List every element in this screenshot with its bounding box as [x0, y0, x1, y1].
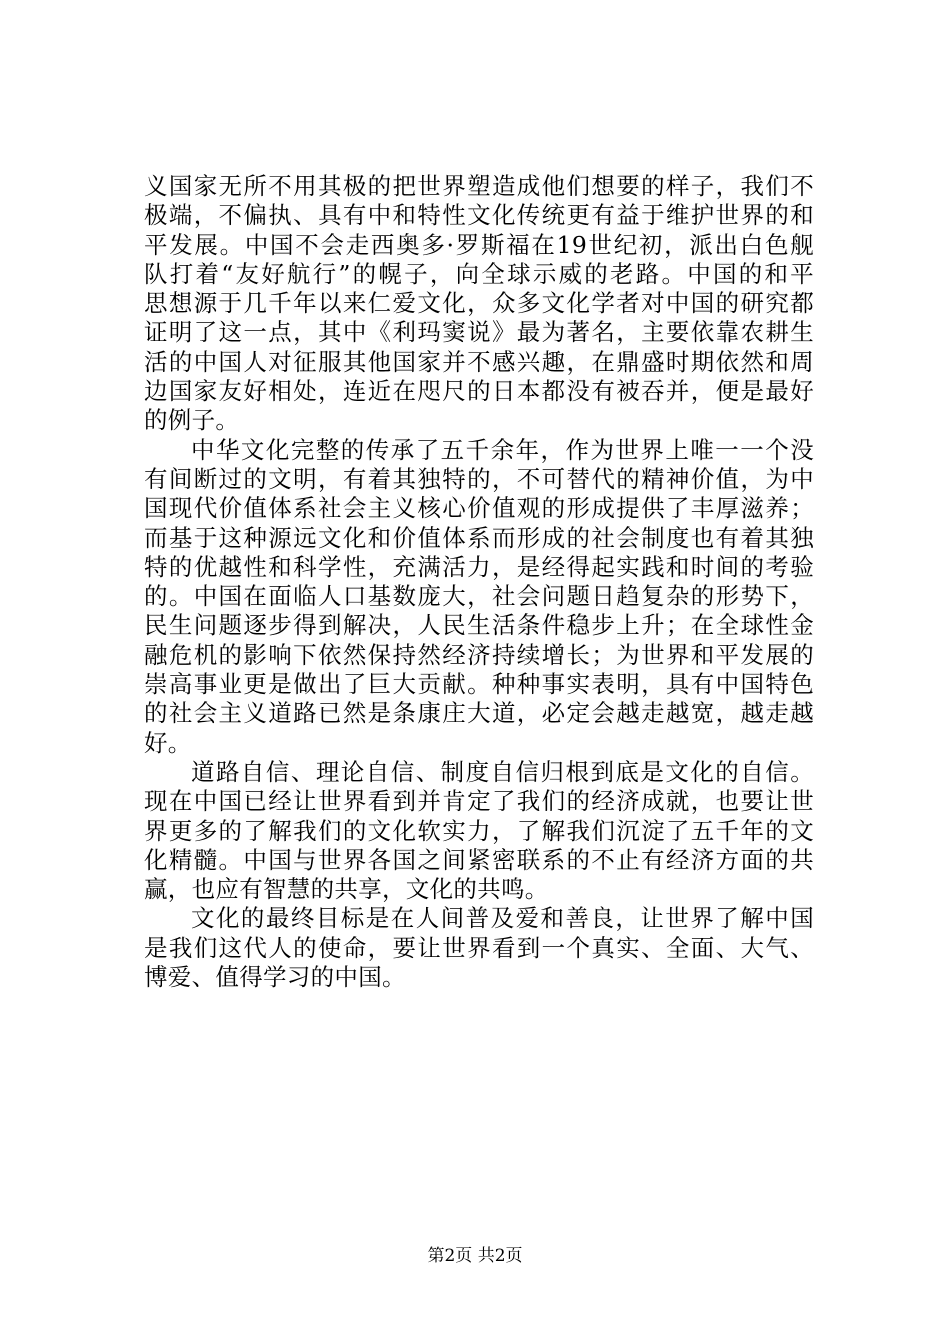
text-line: 证明了这一点，其中《利玛窦说》最为著名，主要依靠农耕生	[144, 318, 814, 347]
text-line: 融危机的影响下依然保持然经济持续增长；为世界和平发展的	[144, 640, 814, 669]
text-line: 平发展。中国不会走西奥多·罗斯福在19世纪初，派出白色舰	[144, 230, 814, 259]
text-line: 特的优越性和科学性，充满活力，是经得起实践和时间的考验	[144, 552, 814, 581]
paragraph	[144, 172, 814, 436]
text-line: 博爱、值得学习的中国。	[144, 963, 406, 992]
text-line: 的。中国在面临人口基数庞大，社会问题日趋复杂的形势下，	[144, 582, 814, 611]
text-line: 现在中国已经让世界看到并肯定了我们的经济成就，也要让世	[144, 787, 814, 816]
text-line: 界更多的了解我们的文化软实力，了解我们沉淀了五千年的文	[144, 816, 814, 845]
text-line: 思想源于几千年以来仁爱文化，众多文化学者对中国的研究都	[144, 289, 814, 318]
text-line: 的社会主义道路已然是条康庄大道，必定会越走越宽，越走越	[144, 699, 814, 728]
text-line: 国现代价值体系社会主义核心价值观的形成提供了丰厚滋养；	[144, 494, 814, 523]
text-line: 中华文化完整的传承了五千余年，作为世界上唯一一个没	[191, 435, 814, 464]
text-line: 道路自信、理论自信、制度自信归根到底是文化的自信。	[191, 757, 814, 786]
text-line: 极端，不偏执、具有中和特性文化传统更有益于维护世界的和	[144, 201, 814, 230]
text-line: 的例子。	[144, 406, 240, 435]
text-line: 队打着“友好航行”的幌子，向全球示威的老路。中国的和平	[144, 259, 814, 288]
text-line: 民生问题逐步得到解决，人民生活条件稳步上升；在全球性金	[144, 611, 814, 640]
text-line: 赢，也应有智慧的共享，文化的共鸣。	[144, 875, 549, 904]
paragraph	[144, 904, 814, 992]
document-body	[144, 172, 814, 992]
text-line: 而基于这种源远文化和价值体系而形成的社会制度也有着其独	[144, 523, 814, 552]
text-line: 义国家无所不用其极的把世界塑造成他们想要的样子，我们不	[144, 172, 814, 200]
paragraph	[144, 758, 814, 904]
text-line: 活的中国人对征服其他国家并不感兴趣，在鼎盛时期依然和周	[144, 347, 814, 376]
text-line: 崇高事业更是做出了巨大贡献。种种事实表明，具有中国特色	[144, 670, 814, 699]
text-line: 化精髓。中国与世界各国之间紧密联系的不止有经济方面的共	[144, 845, 814, 874]
text-line: 文化的最终目标是在人间普及爱和善良，让世界了解中国	[191, 904, 814, 933]
text-line: 边国家友好相处，连近在咫尺的日本都没有被吞并，便是最好	[144, 377, 814, 406]
text-line: 有间断过的文明，有着其独特的，不可替代的精神价值，为中	[144, 464, 814, 493]
page-footer: 第2页 共2页	[427, 1246, 523, 1266]
text-line: 好。	[144, 728, 192, 757]
paragraph	[144, 436, 814, 758]
text-line: 是我们这代人的使命，要让世界看到一个真实、全面、大气、	[144, 933, 814, 962]
